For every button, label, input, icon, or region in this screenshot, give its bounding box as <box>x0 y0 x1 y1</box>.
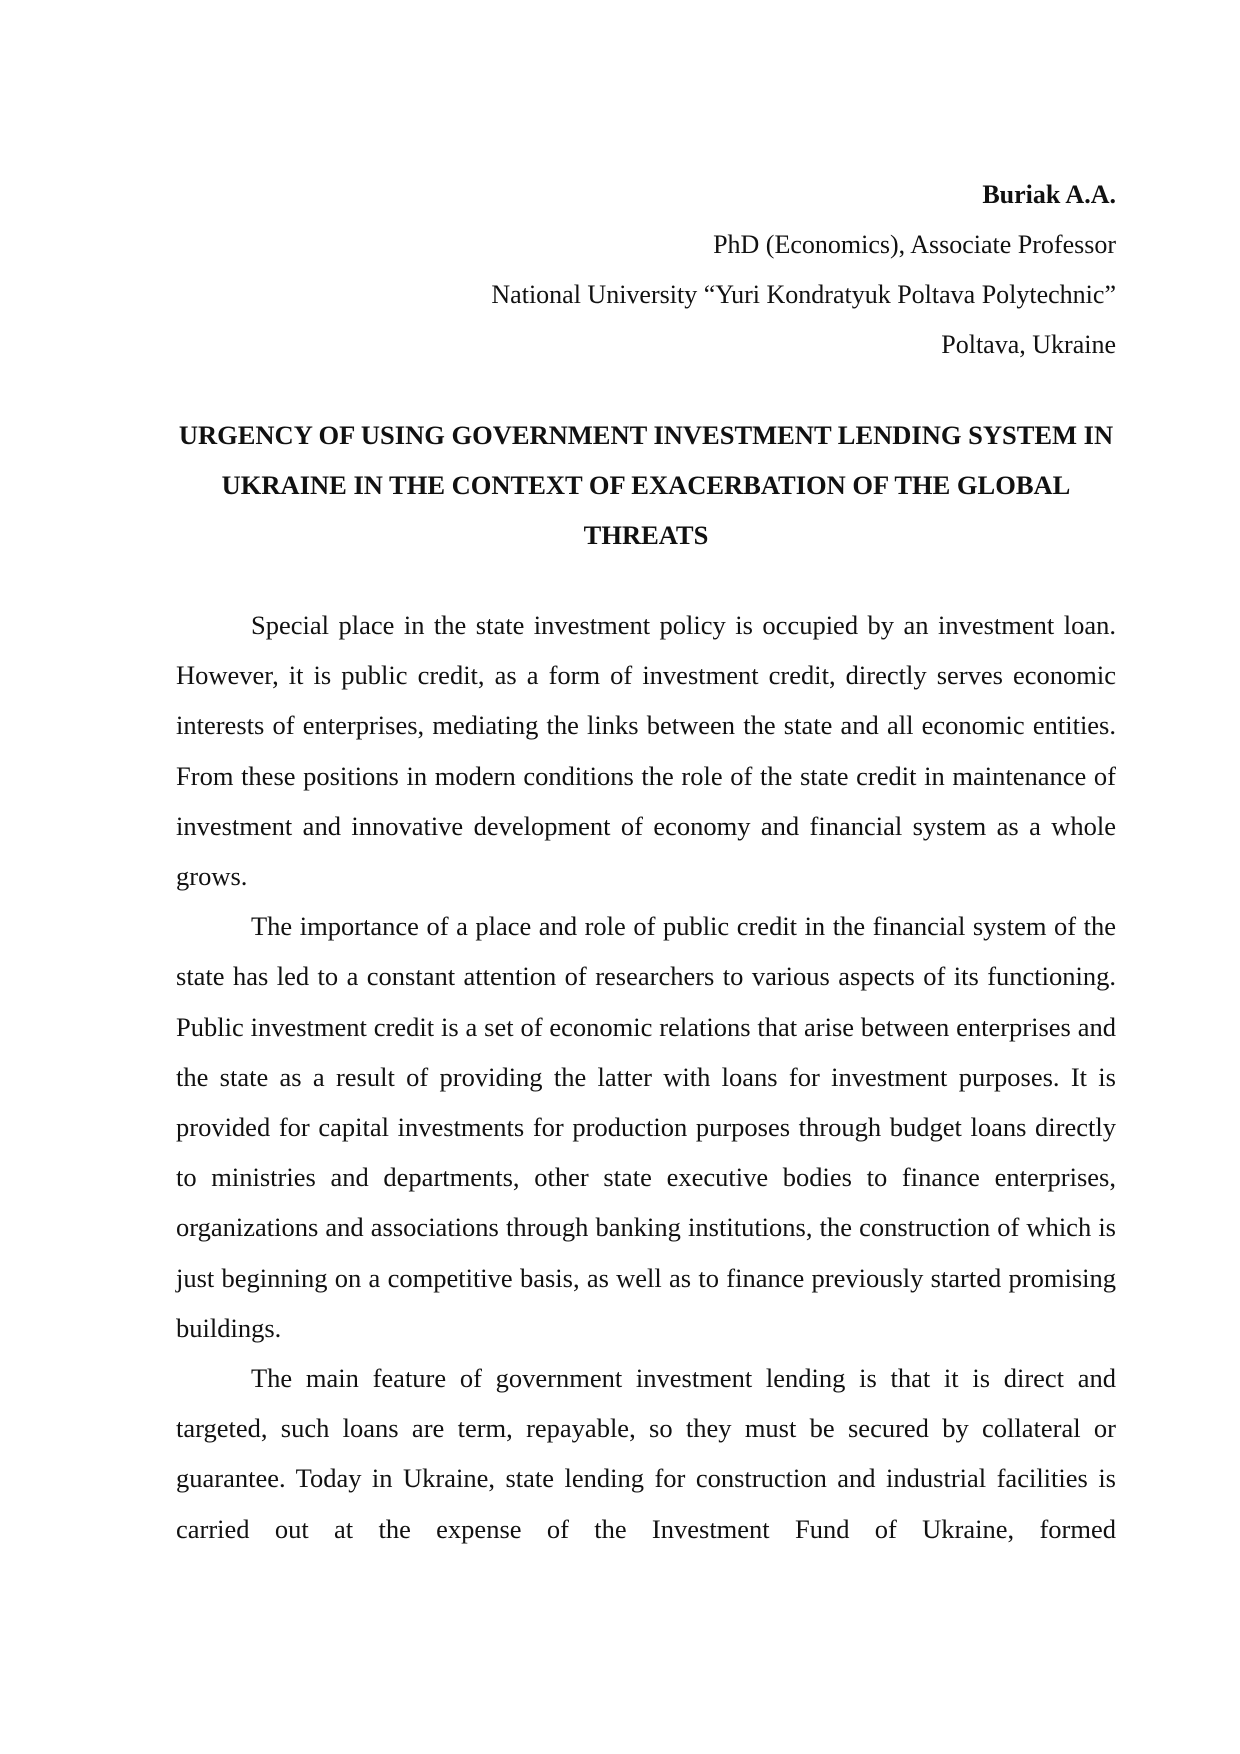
author-location: Poltava, Ukraine <box>941 330 1116 359</box>
author-name: Buriak A.A. <box>982 180 1116 209</box>
author-affiliation: National University “Yuri Kondratyuk Poltava Polytechnic” <box>491 280 1116 309</box>
body-paragraph: The main feature of government investment lending is that it is direct and targeted, such loans are term, repayable, so they must be secured by collateral or guarantee. Today in Ukraine, state lending for construction and industrial facilities is carried out at the expense of the Investment Fund of Ukraine, formed <box>176 1363 1116 1544</box>
paper-body <box>176 600 1116 1554</box>
author-degree: PhD (Economics), Associate Professor <box>713 230 1116 259</box>
body-paragraph: Special place in the state investment policy is occupied by an investment loan. However, it is public credit, as a form of investment credit, directly serves economic interests of enterprises, mediating the links between the state and all economic entities. From these positions in modern conditions the role of the state credit in maintenance of investment and innovative development of economy and financial system as a whole grows. <box>176 610 1116 892</box>
author-block <box>176 170 1116 370</box>
paper-title: URGENCY OF USING GOVERNMENT INVESTMENT LENDING SYSTEM IN UKRAINE IN THE CONTEXT OF EXACERBATION OF THE GLOBAL THREATS <box>178 420 1114 550</box>
paper-page <box>176 170 1116 1554</box>
body-paragraph: The importance of a place and role of public credit in the financial system of the state has led to a constant attention of researchers to various aspects of its functioning. Public investment credit is a set of economic relations that arise between enterprises and the state as a result of providing the latter with loans for investment purposes. It is provided for capital investments for production purposes through budget loans directly to ministries and departments, other state executive bodies to finance enterprises, organizations and associations through banking institutions, the construction of which is just beginning on a competitive basis, as well as to finance previously started promising buildings. <box>176 911 1116 1343</box>
